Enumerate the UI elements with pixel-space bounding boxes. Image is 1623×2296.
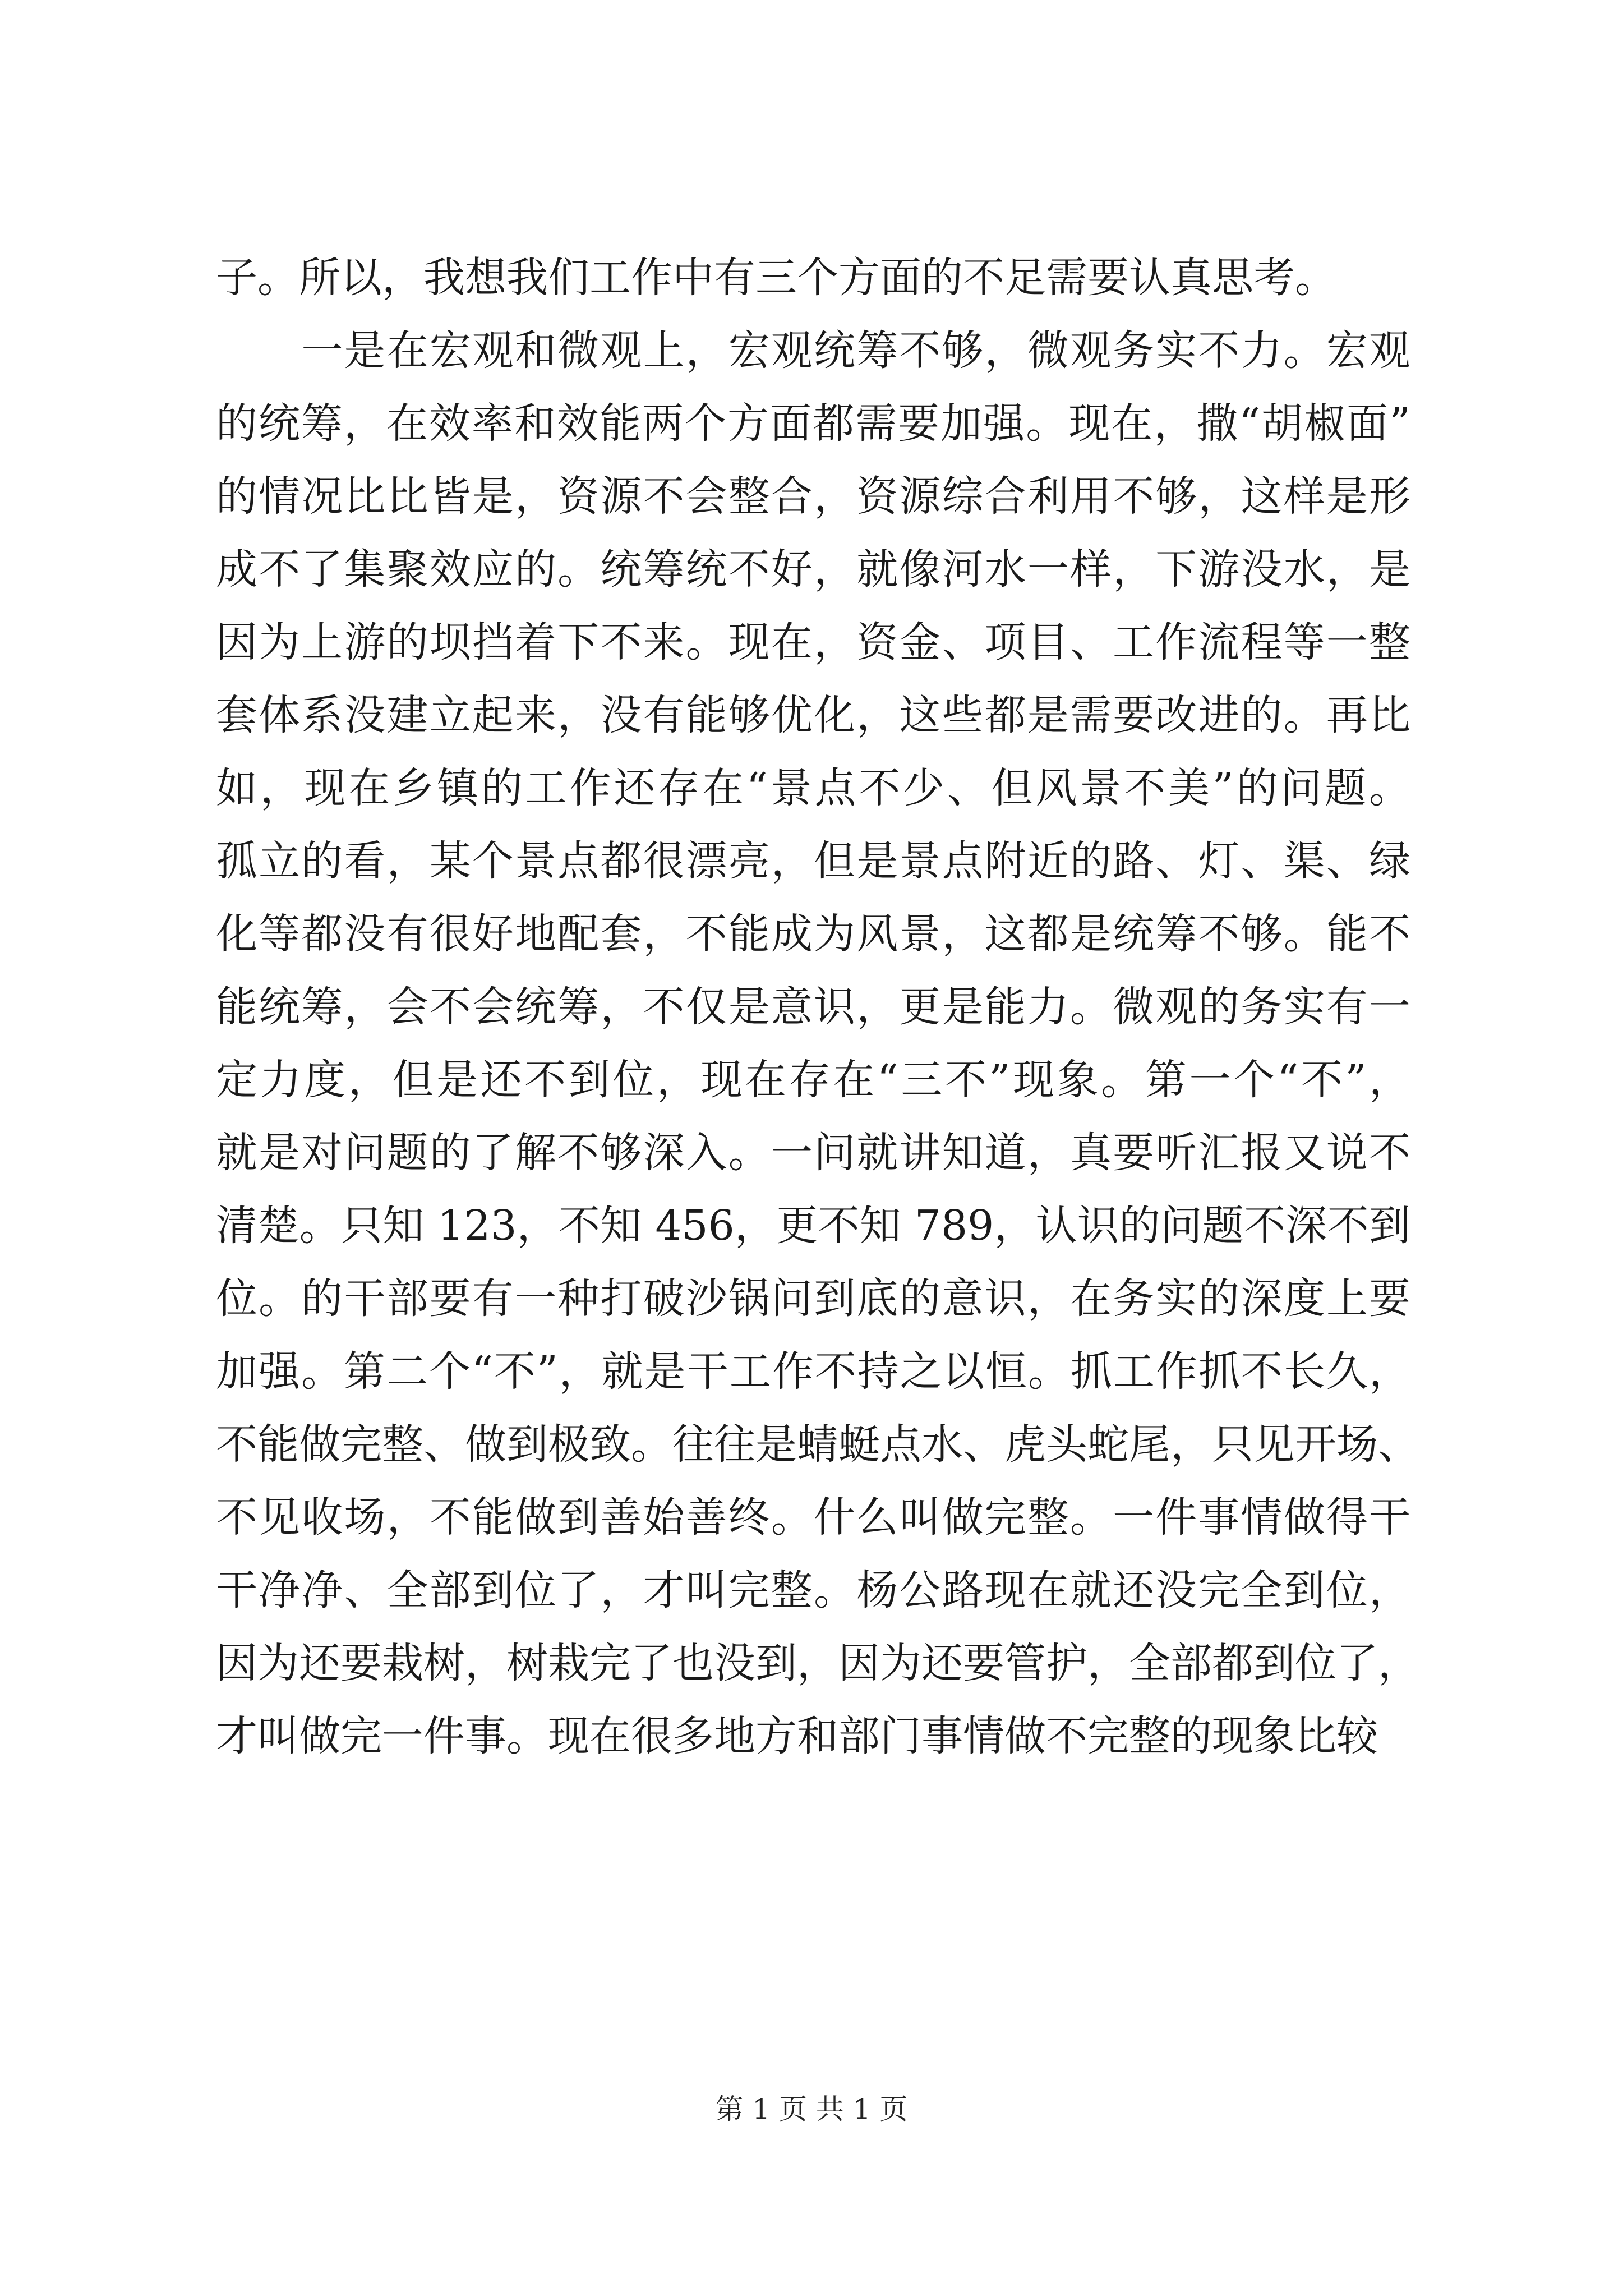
text-line: 子。所以，我想我们工作中有三个方面的不足需要认真思考。 bbox=[216, 254, 1336, 302]
text-line: 如，现在乡镇的工作还存在“景点不少、但风景不美”的问题。 bbox=[216, 764, 1410, 812]
text-line: 成不了集聚效应的。统筹统不好，就像河水一样，下游没水，是 bbox=[216, 545, 1410, 593]
text-line: 才叫做完一件事。现在很多地方和部门事情做不完整的现象比较 bbox=[216, 1712, 1378, 1760]
text-line: 清楚。只知 123，不知 456，更不知 789，认识的问题不深不到 bbox=[216, 1202, 1410, 1250]
text-line: 孤立的看，某个景点都很漂亮，但是景点附近的路、灯、渠、绿 bbox=[216, 837, 1410, 885]
text-line: 就是对问题的了解不够深入。一问就讲知道，真要听汇报又说不 bbox=[216, 1129, 1410, 1177]
text-line: 的统筹，在效率和效能两个方面都需要加强。现在，撒“胡椒面” bbox=[216, 399, 1410, 448]
text-line: 能统筹，会不会统筹，不仅是意识，更是能力。微观的务实有一 bbox=[216, 983, 1410, 1031]
text-line: 不能做完整、做到极致。往往是蜻蜓点水、虎头蛇尾，只见开场、 bbox=[216, 1420, 1419, 1469]
text-line: 因为上游的坝挡着下不来。现在，资金、项目、工作流程等一整 bbox=[216, 618, 1410, 666]
text-line: 化等都没有很好地配套，不能成为风景，这都是统筹不够。能不 bbox=[216, 910, 1410, 958]
text-line: 位。的干部要有一种打破沙锅问到底的意识，在务实的深度上要 bbox=[216, 1274, 1410, 1323]
text-line: 套体系没建立起来，没有能够优化，这些都是需要改进的。再比 bbox=[216, 691, 1410, 739]
text-line: 干净净、全部到位了，才叫完整。杨公路现在就还没完全到位， bbox=[216, 1566, 1410, 1614]
page-number-footer: 第 1 页 共 1 页 bbox=[715, 2093, 908, 2125]
body-text bbox=[216, 241, 1419, 1773]
text-line: 的情况比比皆是，资源不会整合，资源综合利用不够，这样是形 bbox=[216, 472, 1410, 521]
text-line: 不见收场，不能做到善始善终。什么叫做完整。一件事情做得干 bbox=[216, 1493, 1410, 1542]
text-line: 定力度，但是还不到位，现在存在“三不”现象。第一个“不”， bbox=[216, 1056, 1410, 1104]
text-line: 一是在宏观和微观上，宏观统筹不够，微观务实不力。宏观 bbox=[216, 326, 1410, 375]
text-line: 加强。第二个“不”，就是干工作不持之以恒。抓工作抓不长久， bbox=[216, 1347, 1410, 1396]
text-line: 因为还要栽树，树栽完了也没到，因为还要管护，全部都到位了， bbox=[216, 1639, 1419, 1687]
